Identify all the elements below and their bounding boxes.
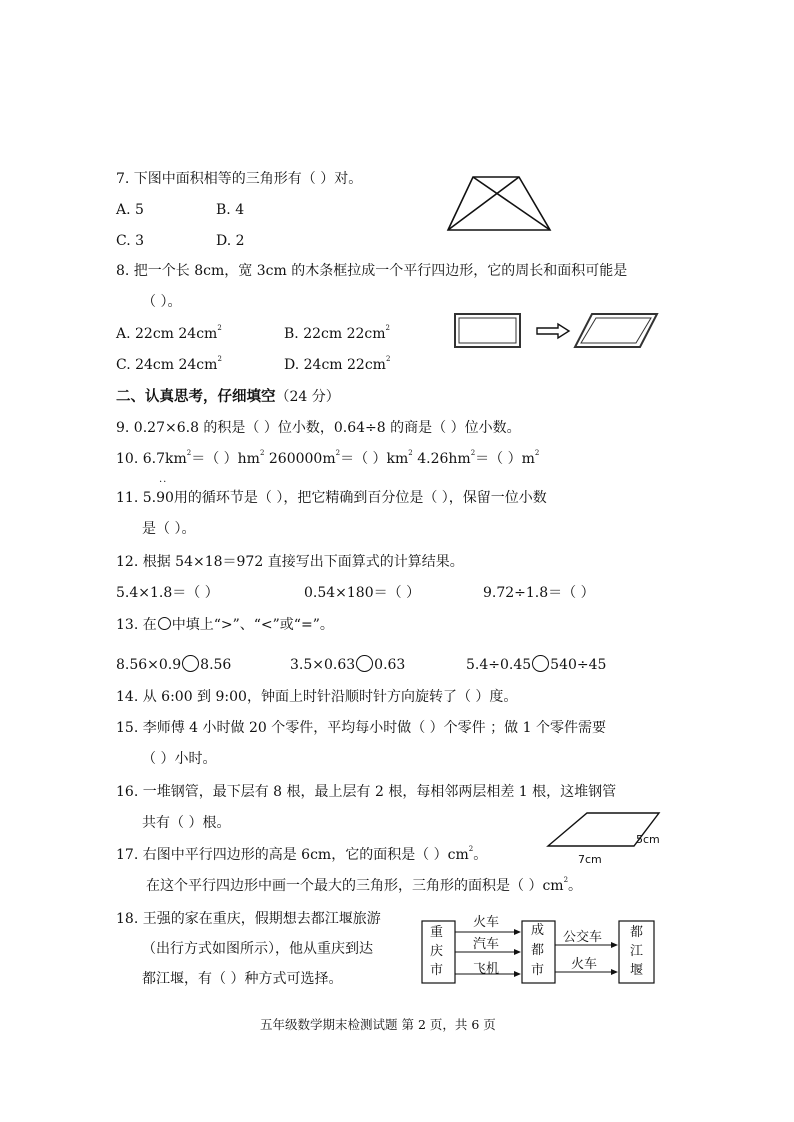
route-public-bus: 公交车: [563, 930, 603, 945]
section-2-header: 二、认真思考，仔细填空（24 分）: [116, 389, 340, 405]
q18-line1: 18. 王强的家在重庆，假期想去都江堰旅游: [116, 911, 381, 927]
compare-circle-icon[interactable]: [182, 655, 199, 672]
box-chengdu-1: 成: [531, 923, 545, 938]
q8-stem: 8. 把一个长 8cm，宽 3cm 的木条框拉成一个平行四边形，它的周长和面积可能是: [116, 263, 628, 279]
q17-line2: 在这个平行四边形中画一个最大的三角形，三角形的面积是（ ）$cm^2$。: [146, 876, 583, 894]
q13-compare-a: 8.56×0.9 8.56: [116, 657, 232, 673]
q8-option-a: A. 22cm $24cm^2$: [116, 324, 222, 342]
circle-icon: [158, 617, 171, 630]
q15-line2: （ ）小时。: [142, 751, 217, 767]
box-chongqing-3: 市: [430, 963, 444, 978]
route-plane: 飞机: [473, 962, 500, 977]
q12-calc-c: 9.72÷1.8＝（ ）: [483, 585, 595, 601]
q16-line1: 16. 一堆钢管，最下层有 8 根，最上层有 2 根，每相邻两层相差 1 根，这堆钢管: [116, 784, 617, 800]
q9-text: 9. 0.27×6.8 的积是（ ）位小数，0.64÷8 的商是（ ）位小数。: [116, 420, 521, 436]
q12-stem: 12. 根据 54×18＝972 直接写出下面算式的计算结果。: [116, 554, 464, 570]
compare-circle-icon[interactable]: [356, 655, 373, 672]
q7-stem: 7. 下图中面积相等的三角形有（ ）对。: [116, 171, 363, 187]
q18-line2: （出行方式如图所示），他从重庆到达: [142, 941, 373, 957]
q10-text: 10. $6.7km^2=$（ ）$hm^2$ $260000m^2=$（ ）$km^2$ $4.26hm^2=$（ ）$m^2$: [116, 449, 540, 467]
q7-option-c: C. 3: [116, 233, 145, 249]
q14-text: 14. 从 6:00 到 9:00，钟面上时针沿顺时针方向旋转了（ ）度。: [116, 689, 518, 705]
box-dujiangyan-3: 堰: [630, 963, 644, 978]
q18-line3: 都江堰，有（ ）种方式可选择。: [142, 971, 343, 987]
q8-option-b: B. 22cm $22cm^2$: [284, 324, 390, 342]
page-footer: 五年级数学期末检测试题 第 2 页，共 6 页: [260, 1017, 496, 1032]
q12-calc-a: 5.4×1.8＝（ ）: [116, 585, 219, 601]
q11-line1: 11. 5.90用的循环节是（ ），把它精确到百分位是（ ），保留一位小数: [116, 490, 547, 506]
q13-compare-c: 5.4÷0.45 540÷45: [466, 657, 607, 673]
base-length-label: 7cm: [578, 853, 602, 866]
route-train-1: 火车: [473, 915, 500, 930]
q8-option-c: C. 24cm $24cm^2$: [116, 355, 222, 373]
repeating-decimal-dots: ..: [159, 474, 168, 485]
q13-compare-b: 3.5×0.63 0.63: [290, 657, 406, 673]
q7-option-a: A. 5: [116, 202, 144, 218]
q11-line2: 是（ ）。: [142, 521, 196, 537]
compare-circle-icon[interactable]: [532, 655, 549, 672]
route-bus: 汽车: [473, 937, 500, 952]
q13-stem: 13. 在 中填上“>”、“<”或“=”。: [116, 617, 334, 633]
q17-line1: 17. 右图中平行四边形的高是 6cm，它的面积是（ ）$cm^2$。: [116, 845, 488, 863]
box-chongqing-2: 庆: [430, 944, 444, 959]
q8-option-d: D. 24cm $22cm^2$: [284, 355, 391, 373]
q7-option-b: B. 4: [216, 202, 245, 218]
box-chongqing-1: 重: [430, 925, 444, 940]
box-dujiangyan-1: 都: [630, 925, 644, 940]
q7-option-d: D. 2: [216, 233, 245, 249]
q15-line1: 15. 李师傅 4 小时做 20 个零件，平均每小时做（ ）个零件 ；做 1 个零件需要: [116, 720, 606, 736]
box-chengdu-2: 都: [531, 943, 545, 958]
route-train-2: 火车: [571, 957, 598, 972]
q16-line2: 共有（ ）根。: [142, 815, 231, 831]
frame-to-parallelogram-figure: [452, 311, 662, 351]
side-length-label: 5cm: [636, 833, 660, 846]
q8-stem-blank: （ ）。: [142, 294, 182, 310]
box-dujiangyan-2: 江: [630, 944, 644, 959]
arrow-right-icon: [537, 324, 569, 338]
box-chengdu-3: 市: [531, 963, 545, 978]
q12-calc-b: 0.54×180＝（ ）: [304, 585, 421, 601]
trapezoid-triangles-figure: [445, 172, 555, 234]
